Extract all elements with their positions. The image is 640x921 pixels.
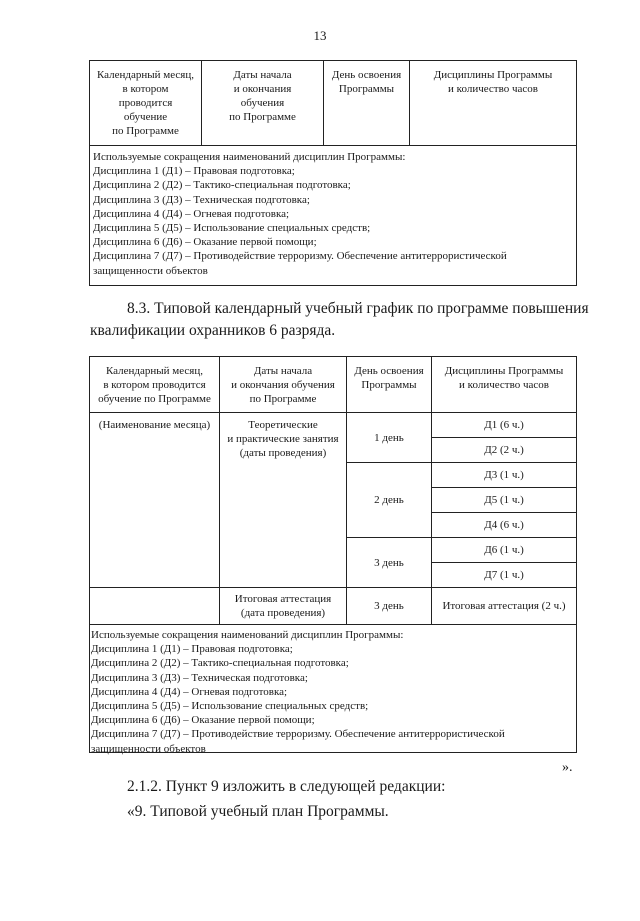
discipline-d5: Д5 (1 ч.): [484, 494, 524, 506]
abbr-line: Дисциплина 1 (Д1) – Правовая подготовка;: [91, 643, 293, 656]
final-attestation-dates: Итоговая аттестация (дата проведения): [234, 593, 332, 619]
table-1-abbreviations: [93, 150, 507, 278]
discipline-d1: Д1 (6 ч.): [484, 419, 524, 431]
closing-quote: ».: [562, 760, 573, 775]
abbr-line: Дисциплина 5 (Д5) – Использование специальных средств;: [93, 222, 371, 235]
table-2-header-day: День освоения Программы: [354, 365, 424, 391]
abbr-line: Дисциплина 4 (Д4) – Огневая подготовка;: [91, 685, 288, 698]
day-2: 2 день: [374, 494, 404, 506]
abbr-line: Дисциплина 7 (Д7) – Противодействие терроризму. Обеспечение антитеррористической: [93, 250, 507, 263]
paragraph-study-plan: «9. Типовой учебный план Программы.: [127, 803, 389, 820]
abbr-line: Дисциплина 2 (Д2) – Тактико-специальная подготовка;: [93, 179, 351, 192]
table-2-header-month: Календарный месяц, в котором проводится обучение по Программе: [98, 365, 211, 405]
section-heading-line-2: квалификации охранников 6 разряда.: [90, 322, 336, 339]
abbr-line: Дисциплина 3 (Д3) – Техническая подготовка;: [93, 193, 310, 206]
abbr-line: Дисциплина 6 (Д6) – Оказание первой помощи;: [91, 714, 315, 727]
table-2-abbreviations: [91, 628, 505, 756]
final-attestation-discipline: Итоговая аттестация (2 ч.): [442, 600, 566, 612]
abbr-line: Дисциплина 2 (Д2) – Тактико-специальная подготовка;: [91, 657, 349, 670]
table-2-header-disciplines: Дисциплины Программы и количество часов: [444, 365, 564, 391]
theory-dates: Теоретические и практические занятия (даты проведения): [227, 419, 339, 459]
month-name: (Наименование месяца): [98, 419, 211, 431]
table-1-header-dates: Даты начала и окончания обучения по Программе: [229, 69, 296, 123]
abbr-title: Используемые сокращения наименований дисциплин Программы:: [93, 151, 406, 163]
table-2-header-dates: Даты начала и окончания обучения по Программе: [231, 365, 335, 405]
day-3: 3 день: [374, 556, 404, 569]
abbr-line: Дисциплина 3 (Д3) – Техническая подготовка;: [91, 671, 308, 684]
table-1-header-day: День освоения Программы: [331, 69, 402, 95]
table-1-header-disciplines: Дисциплины Программы и количество часов: [433, 69, 553, 95]
final-attestation-day: 3 день: [374, 600, 404, 612]
abbr-line: Дисциплина 1 (Д1) – Правовая подготовка;: [93, 165, 295, 178]
day-1: 1 день: [374, 431, 404, 444]
abbr-line: Дисциплина 7 (Д7) – Противодействие терроризму. Обеспечение антитеррористической: [91, 728, 505, 741]
page-number: 13: [313, 28, 327, 43]
discipline-d3: Д3 (1 ч.): [484, 469, 524, 481]
table-1-header-month: Календарный месяц, в котором проводится обучение по Программе: [96, 69, 195, 137]
abbr-line: защищенности объектов: [93, 264, 208, 277]
discipline-d7: Д7 (1 ч.): [484, 569, 524, 581]
discipline-d2: Д2 (2 ч.): [484, 444, 524, 456]
abbr-line: Дисциплина 6 (Д6) – Оказание первой помощи;: [93, 236, 317, 249]
abbr-title: Используемые сокращения наименований дисциплин Программы:: [91, 629, 404, 641]
abbr-line: Дисциплина 4 (Д4) – Огневая подготовка;: [93, 207, 290, 220]
discipline-d6: Д6 (1 ч.): [484, 544, 524, 556]
abbr-line: Дисциплина 5 (Д5) – Использование специальных средств;: [91, 700, 369, 713]
discipline-d4: Д4 (6 ч.): [484, 519, 524, 531]
abbr-line: защищенности объектов: [91, 742, 206, 755]
paragraph-amendment: 2.1.2. Пункт 9 изложить в следующей редакции:: [127, 778, 446, 795]
section-heading-line-1: 8.3. Типовой календарный учебный график по программе повышения: [127, 300, 589, 317]
